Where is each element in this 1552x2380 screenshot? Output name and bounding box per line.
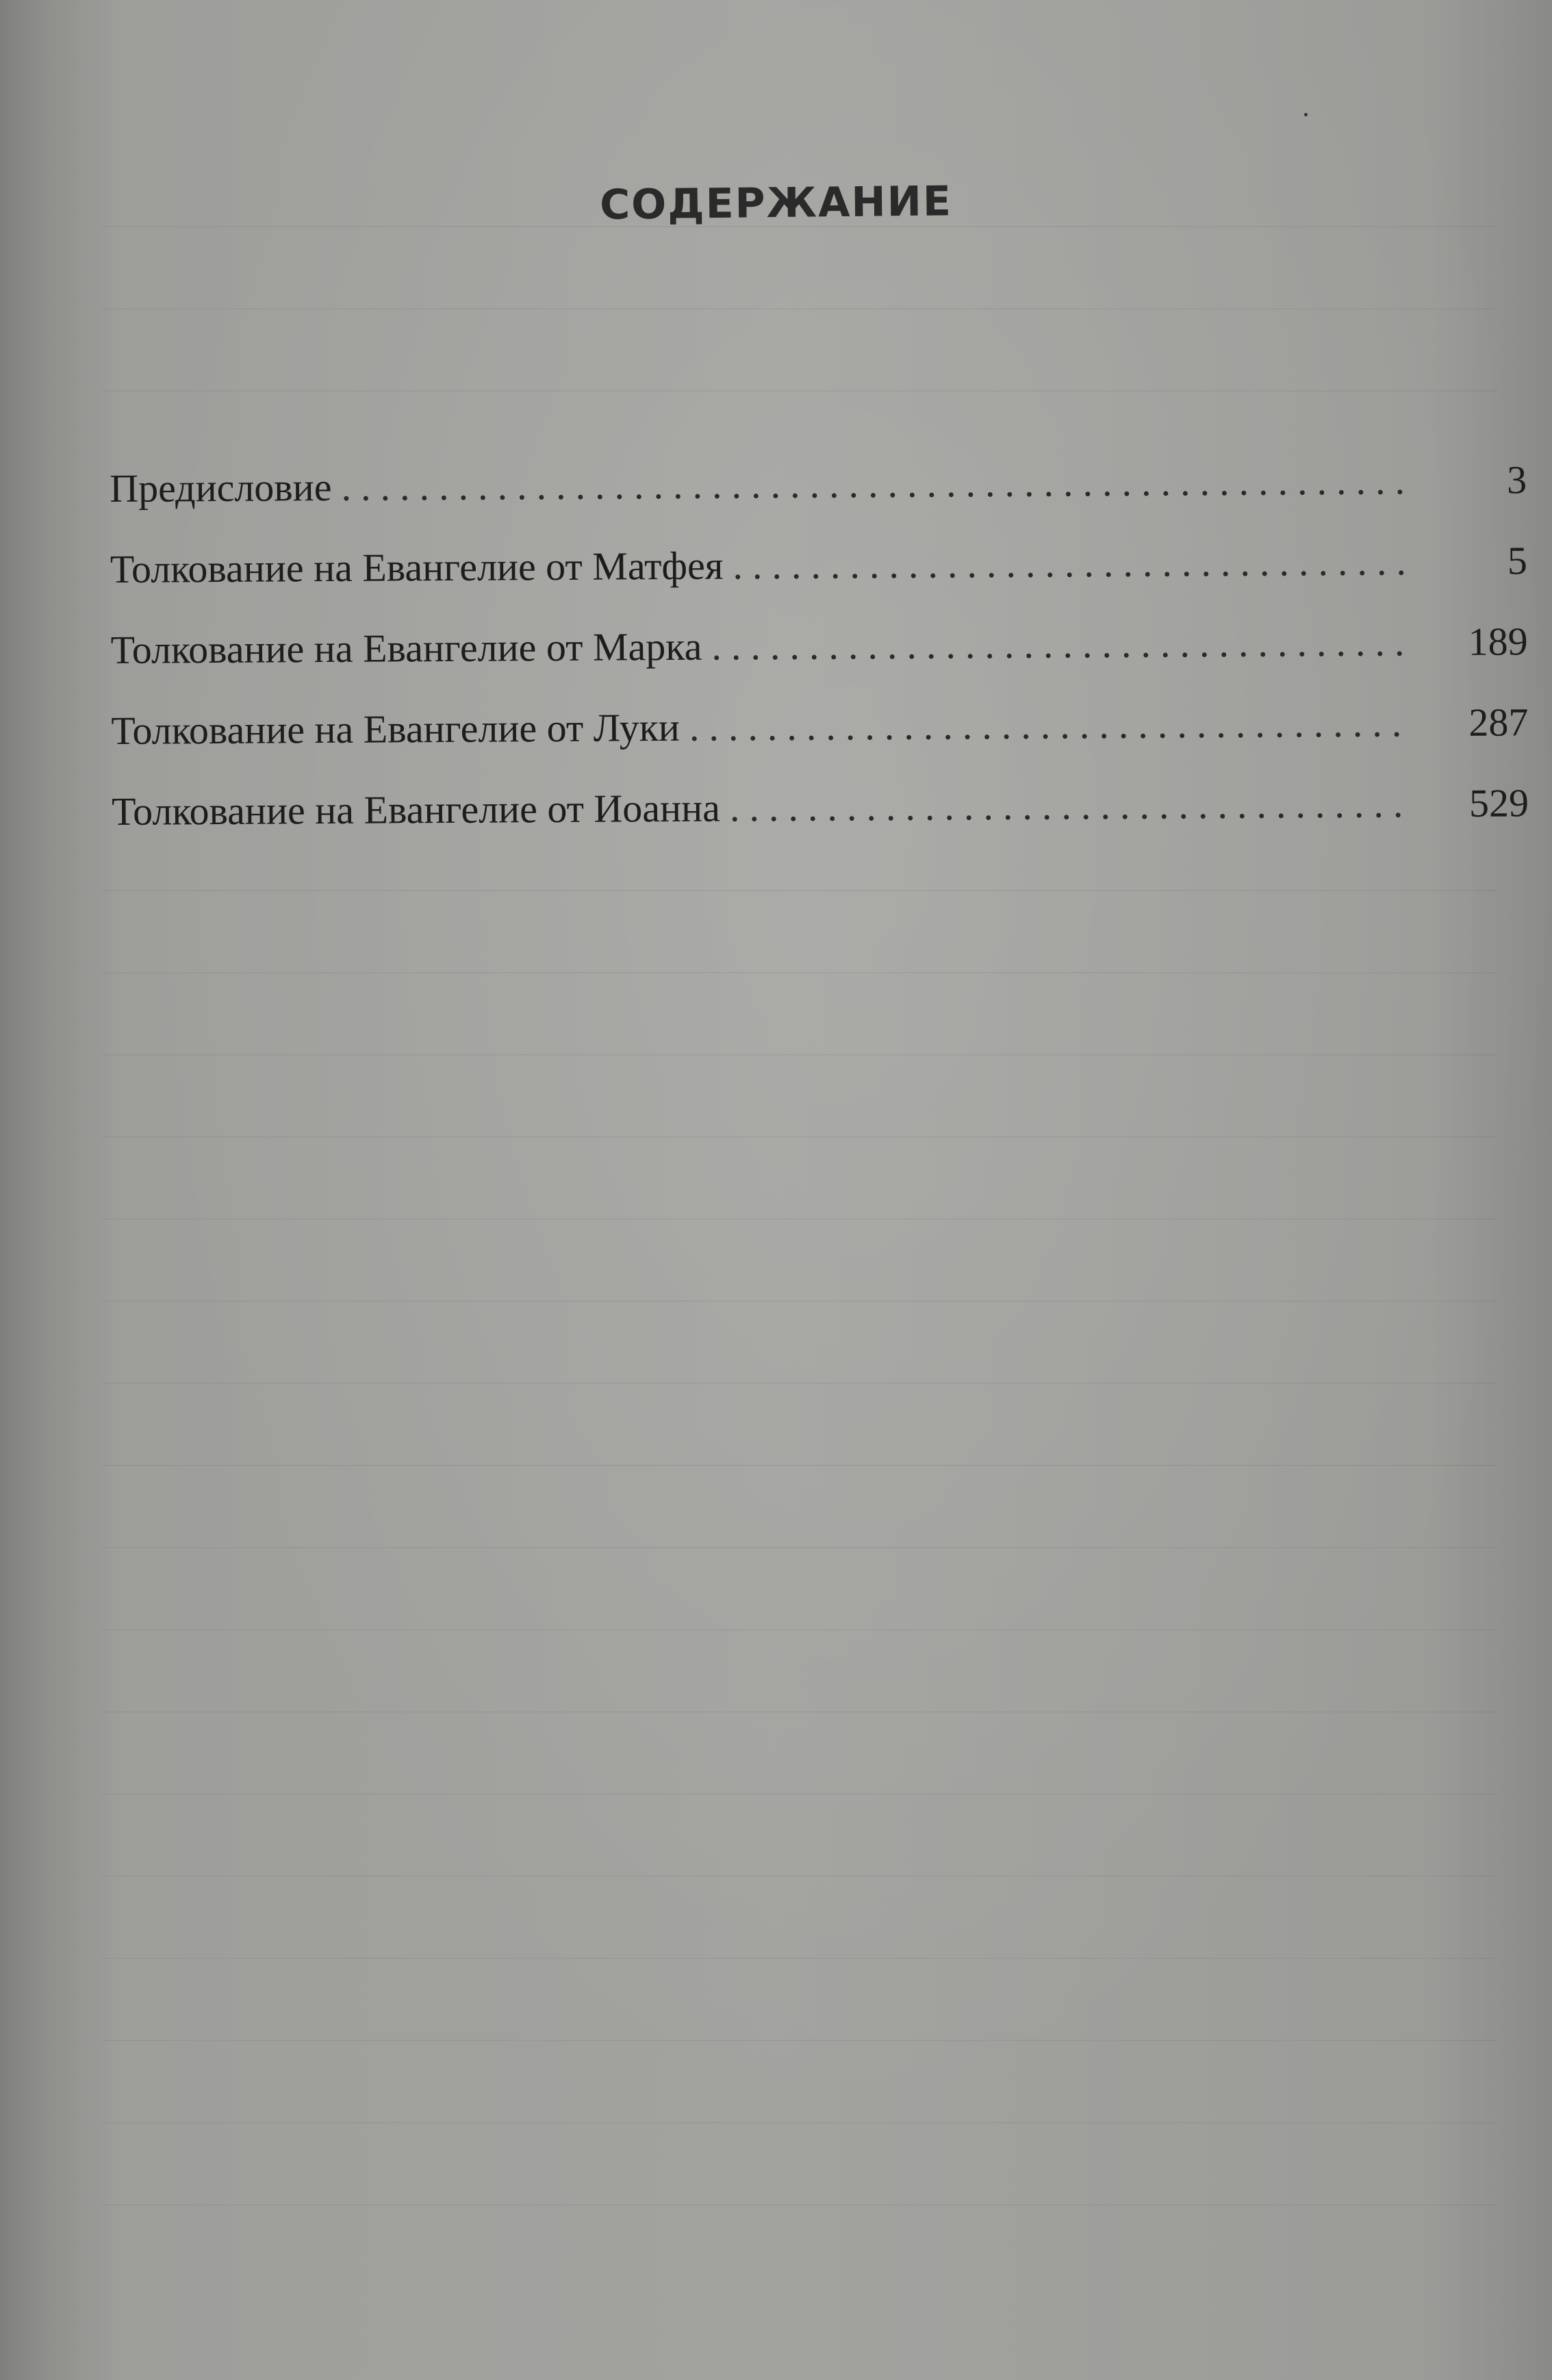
toc-entry <box>110 457 1527 546</box>
bleed-through-line <box>103 1547 1497 1548</box>
toc-entry <box>110 618 1528 708</box>
bleed-through-line <box>103 1136 1497 1138</box>
page-title: СОДЕРЖАНИЕ <box>599 177 953 229</box>
toc-entry-page: 3 <box>1506 457 1527 502</box>
toc-entry-title: Толкование на Евангелие от Матфея <box>110 543 724 591</box>
bleed-through-line <box>103 1054 1497 1055</box>
bleed-through-line <box>103 2204 1497 2205</box>
toc-leader-dots <box>711 619 1412 669</box>
toc-entry <box>110 537 1528 627</box>
toc-entry <box>111 699 1529 789</box>
toc-entry-page: 189 <box>1468 619 1528 664</box>
toc-entry-page: 287 <box>1468 700 1529 745</box>
toc-entry-title: Предисловие <box>110 465 332 511</box>
bleed-through-line <box>103 972 1497 973</box>
toc-entry-page: 529 <box>1468 780 1529 826</box>
bleed-through-line <box>103 1383 1497 1384</box>
bleed-through-line <box>103 308 1497 309</box>
bleed-through-line <box>103 2040 1497 2041</box>
bleed-through-line <box>103 1958 1497 1959</box>
bleed-through-line <box>103 2122 1497 2123</box>
bleed-through-line <box>103 1629 1497 1630</box>
bleed-through-line <box>103 390 1497 392</box>
bleed-through-line <box>103 1793 1497 1795</box>
toc-leader-dots <box>689 700 1412 750</box>
toc-entry-title: Толкование на Евангелие от Луки <box>111 704 680 753</box>
bleed-through-line <box>103 890 1497 891</box>
table-of-contents <box>110 457 1529 869</box>
bleed-through-line <box>103 1218 1497 1220</box>
bleed-through-line <box>103 1711 1497 1713</box>
toc-entry-page: 5 <box>1507 538 1528 583</box>
toc-entry-title: Толкование на Евангелие от Иоанна <box>111 785 721 834</box>
toc-leader-dots <box>341 457 1410 510</box>
bleed-through-line <box>103 1465 1497 1466</box>
bleed-through-line <box>103 1876 1497 1877</box>
toc-leader-dots <box>730 780 1413 830</box>
ink-speck <box>1304 113 1308 116</box>
toc-entry <box>112 780 1529 869</box>
toc-entry-title: Толкование на Евангелие от Марка <box>110 624 702 672</box>
toc-leader-dots <box>733 538 1411 588</box>
bleed-through-line <box>103 1301 1497 1302</box>
